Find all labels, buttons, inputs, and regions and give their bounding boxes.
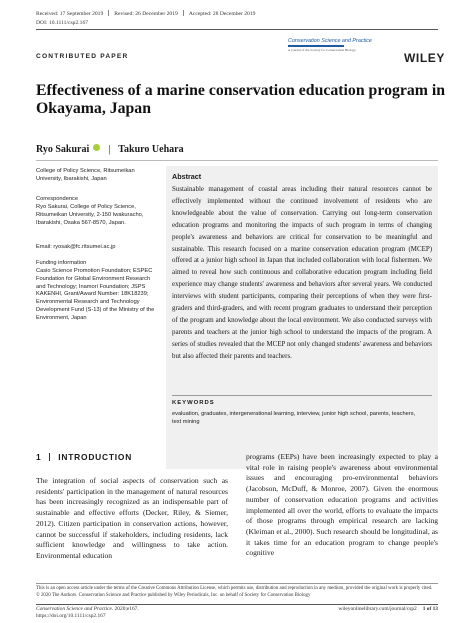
author-name[interactable]: Takuro Uehara (118, 144, 184, 155)
heading-separator (49, 453, 50, 461)
article-dates (36, 10, 255, 17)
section-number: 1 (36, 452, 42, 462)
footer-divider (36, 604, 438, 605)
section-heading (36, 452, 132, 462)
keywords-list: evaluation, graduates, intergenerational learning, interview, junior high school, parents, teachers, text mining (172, 411, 416, 425)
keywords-heading: KEYWORDS (172, 400, 215, 406)
funding-heading: Funding information (36, 260, 87, 266)
author-divider (36, 160, 438, 161)
journal-logo-title: Conservation Science and Practice (288, 38, 372, 44)
body-column-left: The integration of social aspects of conservation such as residents' participation in the management of natural resources has been increasingly recognized as an indispensable part of sustainable and effective efforts (Decker, Riley, & Siemer, 2012). Citizen participation in conservation actions, however, cannot be successful if stakeholders, including residents, lack sufficient knowledge and willingness to take action. Environmental education (36, 476, 228, 560)
journal-logo-subtitle: A journal of the Society for Conservation Biology (288, 48, 356, 52)
section-title: INTRODUCTION (58, 452, 133, 462)
author-separator: | (108, 144, 111, 155)
article-title: Effectiveness of a marine conservation education program in Okayama, Japan (36, 82, 446, 117)
license-text: This is an open access article under the terms of the Creative Commons Attribution License, which permits use, distribution and reproduction in any medium, provided the original work is properly cited. (36, 586, 433, 591)
footer-site-link[interactable]: wileyonlinelibrary.com/journal/csp2 (338, 606, 417, 612)
publisher-logo: WILEY (404, 51, 445, 65)
license-divider (36, 583, 438, 584)
correspondence-heading: Correspondence (36, 196, 79, 202)
doi[interactable]: DOI: 10.1111/csp2.167 (36, 20, 89, 26)
accepted-date: Accepted: 28 December 2019 (188, 11, 256, 17)
journal-logo (288, 38, 372, 52)
revised-date: Revised: 26 December 2019 (114, 11, 178, 17)
footer-right (300, 606, 438, 612)
footer-doi-link[interactable]: https://doi.org/10.1111/csp2.167 (36, 613, 106, 619)
email-link[interactable]: Email: ryosak@fc.ritsumei.ac.jp (36, 244, 116, 250)
footer-citation (36, 606, 139, 620)
header-divider (36, 29, 438, 30)
license-notice (36, 586, 438, 600)
abstract-text: Sustainable management of coastal areas including their natural resources cannot be effectively implemented without the continued involvement of residents who are knowledgeable about the value of conservation. Carrying out long-term conservation education programs and monitoring the impacts of such program in terms of changing people's awareness and behaviors are critical for conservation to be meaningful and sustainable. This research focused on a marine conservation education program (MCEP) offered at a junior high school in Japan that included collaboration with local fishermen. We aimed to reveal how such continuous and collaborative education program including field experience may change students' awareness and behaviors after several years. We conducted interviews with student participants, comparing their perceptions of when they were first-graders and third-graders, and with recent program graduates to understand their perception of the program and knowledge about the local environment. We also conducted surveys with parents and teachers at the junior high school to understand the impacts of the program. A series of studies revealed that the MCEP not only changed students' awareness and behaviors but also affected their parents and teachers. (172, 185, 432, 360)
received-date: Received: 17 September 2019 (36, 11, 104, 17)
affiliation: College of Policy Science, Ritsumeikan University, Ibarakishi, Japan (36, 168, 135, 182)
author-line (36, 144, 184, 155)
correspondence-address: Ryo Sakurai, College of Policy Science, Ritsumeikan University, 2-150 Iwakuracho, Ibarakishi, Osaka 567-8570, Japan. (36, 204, 144, 226)
keywords-divider (172, 395, 432, 396)
copyright-text: © 2020 The Authors. Conservation Science and Practice published by Wiley Periodicals, Inc. on behalf of Society for Conservation Biology (36, 592, 311, 598)
abstract-heading: Abstract (172, 172, 202, 181)
footer-journal: Conservation Science and Practice. (36, 606, 114, 612)
body-column-right: programs (EEPs) have been increasingly expected to play a vital role in raising people's awareness about environmental issues and encouraging pro-environmental behaviors (Jacobson, McDuff, & Monroe, 2007). Given the enormous number of conservation education programs and activities implemented all over the world, efforts to evaluate the impacts of those programs through empirical research are lacking (Kleiman et al., 2000). Such research should be longitudinal, as it takes time for an education program to change people's cognitive (246, 452, 438, 558)
footer-year: 2020;e167. (114, 606, 139, 612)
orcid-icon[interactable] (93, 144, 100, 151)
journal-logo-bar (288, 45, 344, 47)
author-name[interactable]: Ryo Sakurai (36, 144, 90, 155)
funding-text: Casio Science Promotion Foundation; ESPEC Foundation for Global Environment Research and Technology; Inamori Foundation; JSPS KAKENHI, Grant/Award Number: 18K18239; Environmental Research and Technology Development Fund (S-13) of the Ministry of the Environment, Japan (36, 268, 155, 321)
section-label: CONTRIBUTED PAPER (36, 53, 129, 60)
page-number: 1 of 13 (422, 606, 438, 612)
